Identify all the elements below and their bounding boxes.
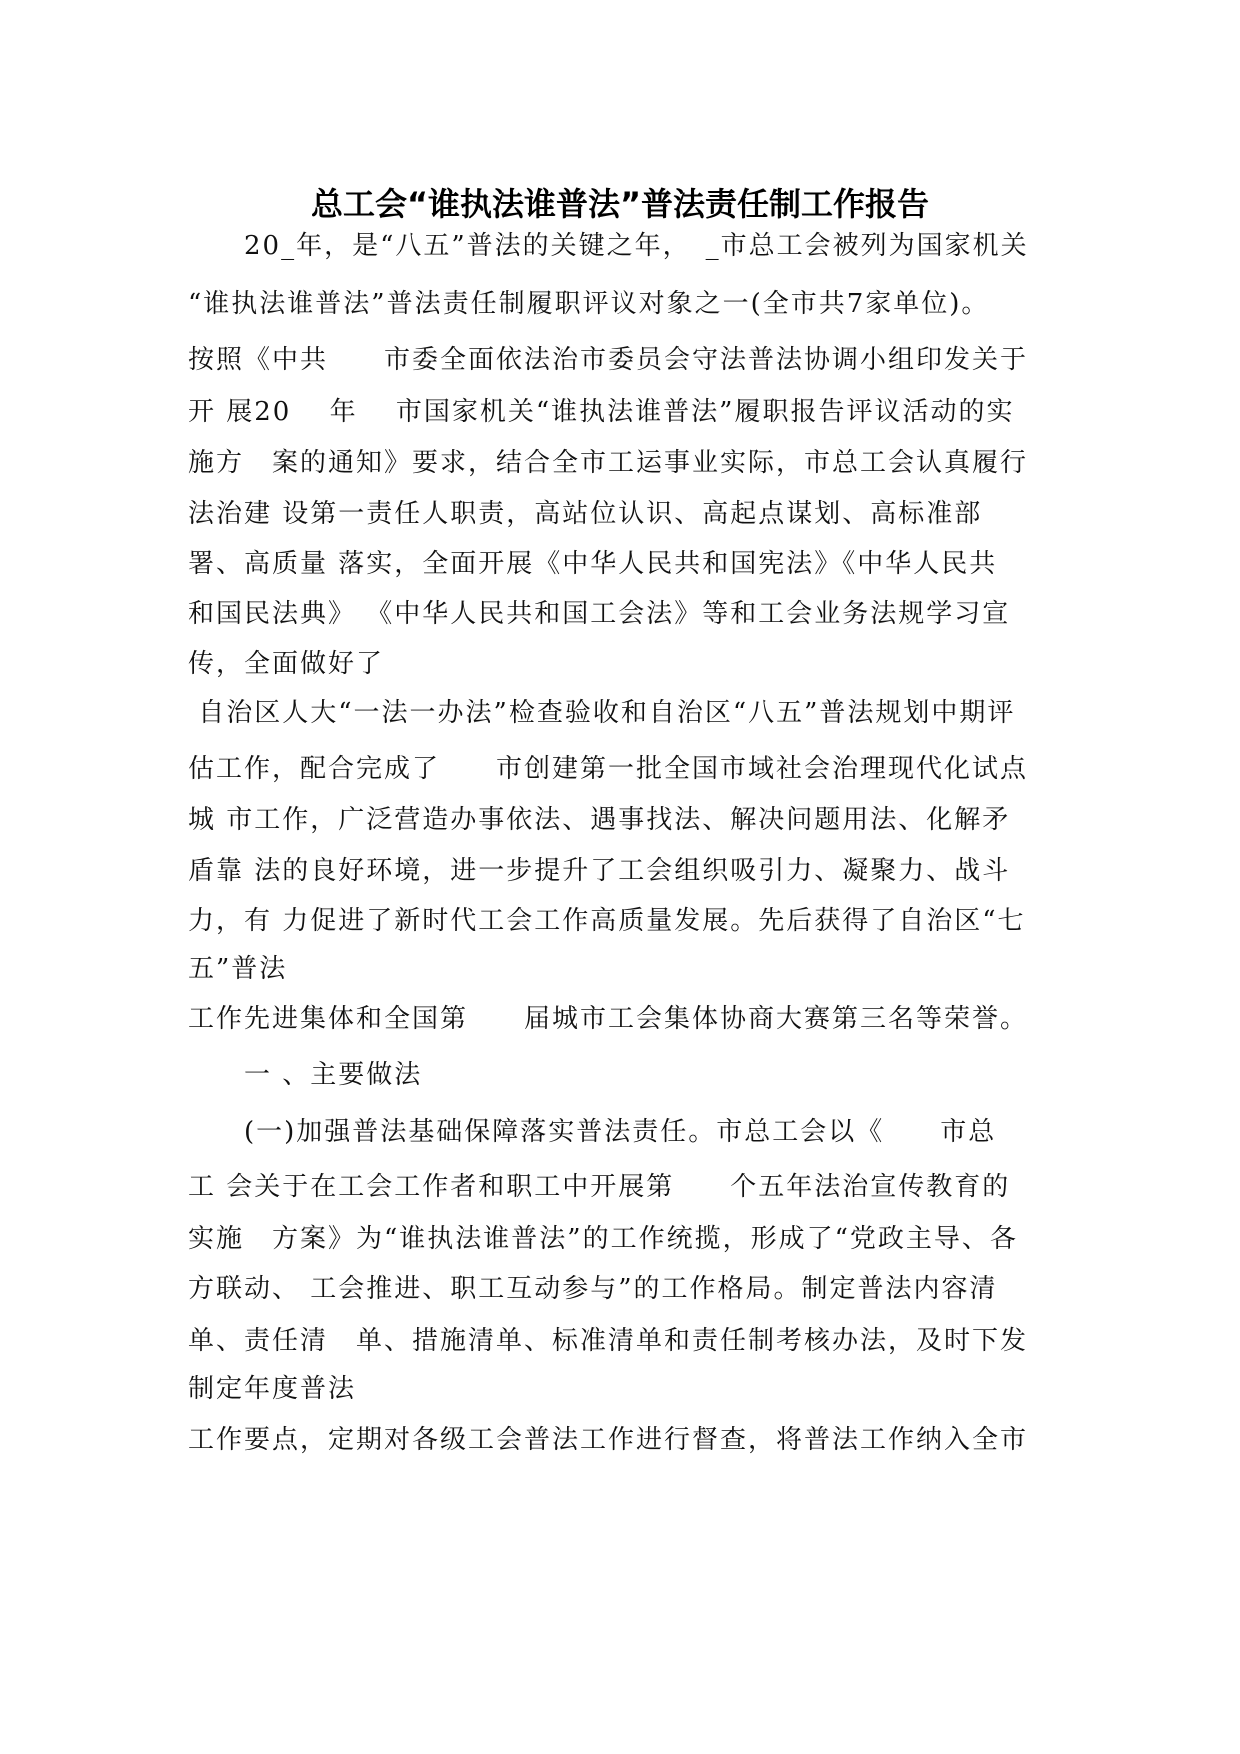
body-line: 力，有 力促进了新时代工会工作高质量发展。先后获得了自治区“七 [188, 906, 1026, 936]
body-line: 工作要点，定期对各级工会普法工作进行督查，将普法工作纳入全市 [188, 1425, 1029, 1455]
body-line: 法治建 设第一责任人职责，高站位认识、高起点谋划、高标准部 [188, 499, 983, 529]
body-line: 传，全面做好了 [188, 649, 385, 679]
document-title: 总工会“谁执法谁普法”普法责任制工作报告 [310, 185, 930, 223]
body-line: 和国民法典》 《中华人民共和国工会法》等和工会业务法规学习宣 [188, 599, 1011, 629]
body-line: 开 展20 年 市国家机关“谁执法谁普法”履职报告评议活动的实 [188, 397, 1015, 427]
body-line: 五”普法 [188, 954, 288, 984]
section-heading: 一 、主要做法 [188, 1060, 423, 1090]
body-line: 施方 案的通知》要求，结合全市工运事业实际，市总工会认真履行 [188, 448, 1029, 478]
body-line: 方联动、 工会推进、职工互动参与”的工作格局。制定普法内容清 [188, 1274, 998, 1304]
body-line: 工 会关于在工会工作者和职工中开展第 个五年法治宣传教育的 [188, 1172, 1011, 1202]
body-line: 单、责任清 单、措施清单、标准清单和责任制考核办法，及时下发 [188, 1326, 1029, 1356]
body-line: 城 市工作，广泛营造办事依法、遇事找法、解决问题用法、化解矛 [188, 805, 1011, 835]
body-line: 工作先进集体和全国第 届城市工会集体协商大赛第三名等荣誉。 [188, 1004, 1029, 1034]
body-line: 按照《中共 市委全面依法治市委员会守法普法协调小组印发关于 [188, 345, 1029, 375]
body-line: 盾靠 法的良好环境，进一步提升了工会组织吸引力、凝聚力、战斗 [188, 856, 1011, 886]
body-line: 自治区人大“一法一办法”检查验收和自治区“八五”普法规划中期评 [188, 698, 1016, 728]
body-line: 署、高质量 落实，全面开展《中华人民共和国宪法》《中华人民共 [188, 549, 998, 579]
body-line: 实施 方案》为“谁执法谁普法”的工作统揽，形成了“党政主导、各 [188, 1224, 1018, 1254]
body-line: (一)加强普法基础保障落实普法责任。市总工会以《 市总 [188, 1117, 997, 1147]
body-line: “谁执法谁普法”普法责任制履职评议对象之一(全市共7家单位)。 [188, 289, 990, 319]
body-line: 制定年度普法 [188, 1374, 357, 1404]
body-line: 估工作，配合完成了 市创建第一批全国市域社会治理现代化试点 [188, 754, 1029, 784]
body-line: 20_年，是“八五”普法的关键之年， _市总工会被列为国家机关 [188, 231, 1029, 261]
